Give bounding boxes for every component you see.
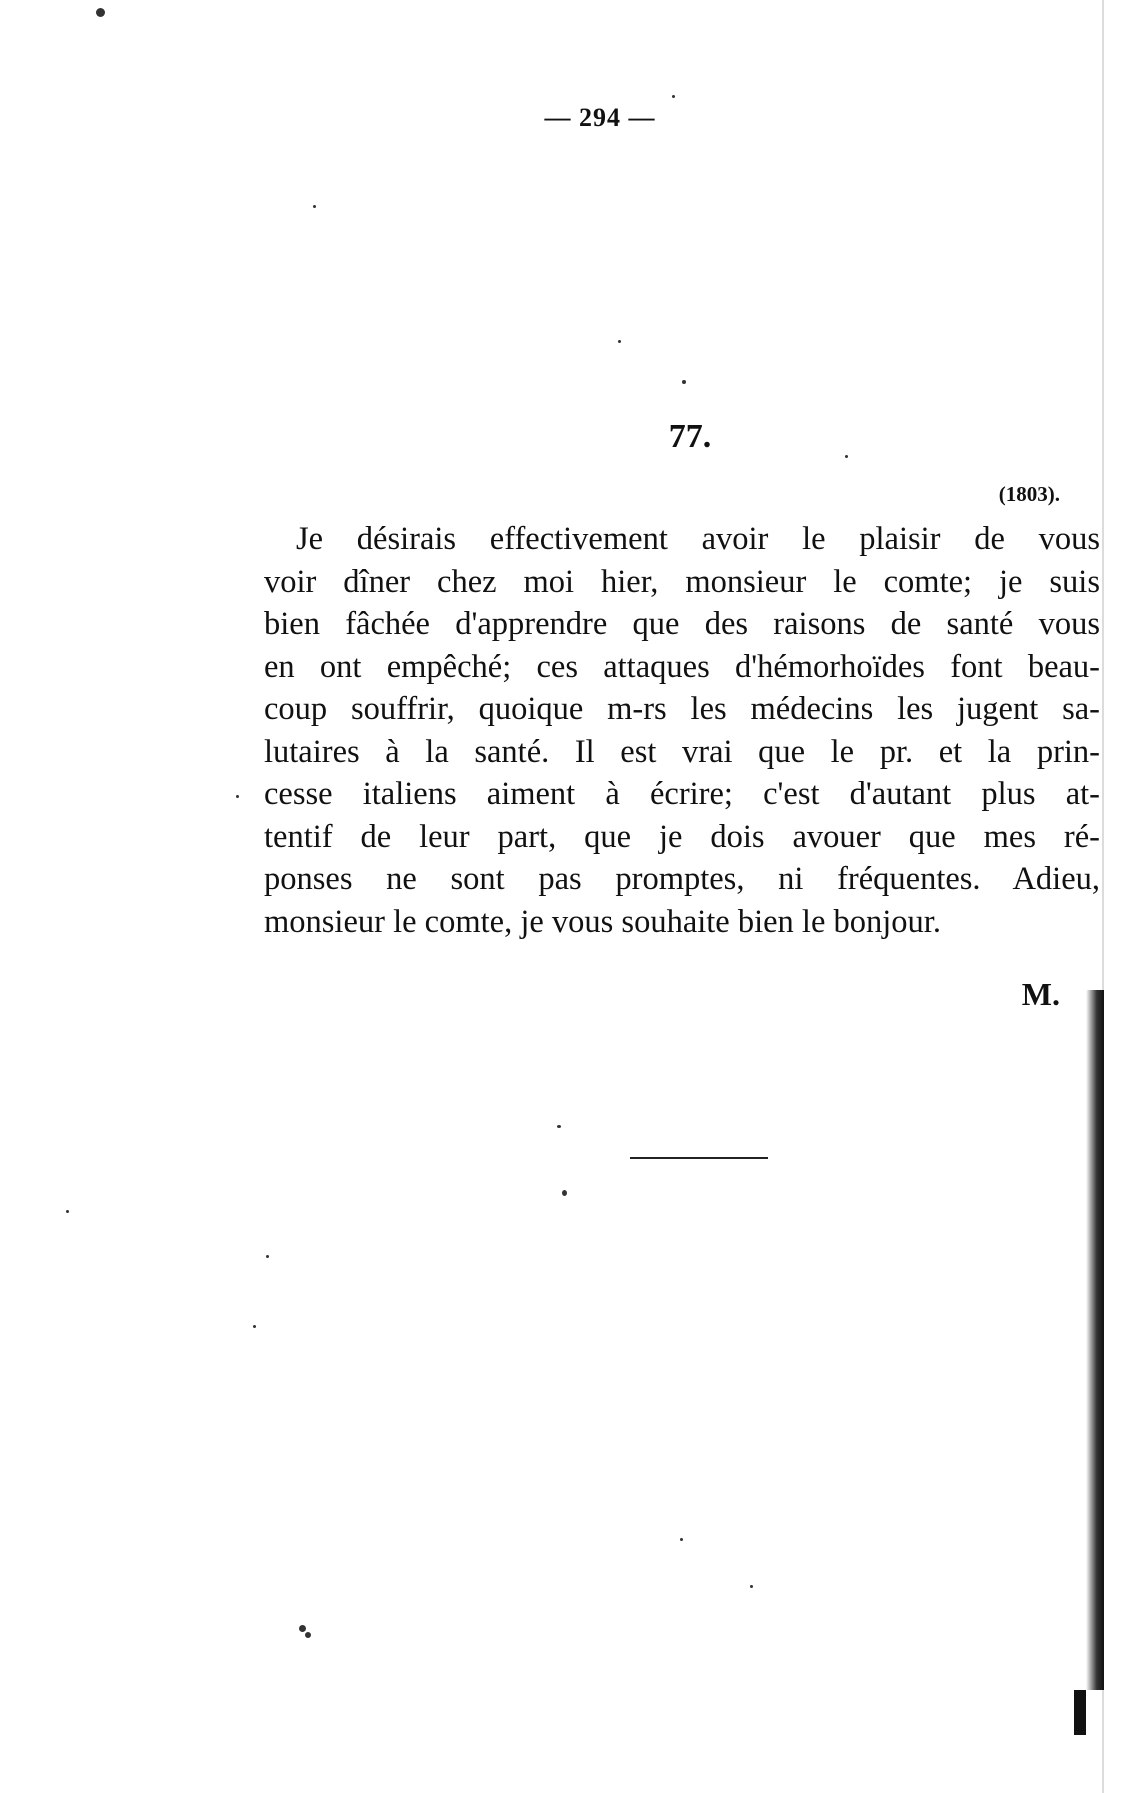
ink-speck: [305, 1632, 311, 1638]
closing-rule: [630, 1157, 768, 1159]
ink-speck: [562, 1190, 567, 1196]
ink-speck: [66, 1210, 69, 1213]
ink-speck: [96, 8, 105, 17]
letter-body: [264, 518, 1100, 943]
letter-date: (1803).: [998, 482, 1060, 506]
letter-line: bien fâchée d'apprendre que des raisons de santé vous: [264, 606, 1100, 642]
ink-speck: [266, 1255, 269, 1258]
ink-speck: [313, 205, 316, 208]
ink-speck: [253, 1325, 256, 1328]
binding-edge-foot: [1074, 1690, 1086, 1735]
ink-speck: [557, 1125, 561, 1128]
ink-speck: [750, 1585, 753, 1588]
letter-line: coup souffrir, quoique m-rs les médecins les jugent sa-: [264, 691, 1100, 727]
ink-speck: [682, 380, 686, 384]
letter-line: voir dîner chez moi hier, monsieur le comte; je suis: [264, 563, 1100, 600]
letter-line: lutaires à la santé. Il est vrai que le pr. et la prin-: [264, 733, 1100, 770]
letter-line: ponses ne sont pas promptes, ni fréquentes. Adieu,: [264, 861, 1100, 897]
letter-line: tentif de leur part, que je dois avouer que mes ré-: [264, 818, 1100, 855]
page-number: — 294 —: [544, 103, 656, 132]
ink-speck: [680, 1538, 683, 1541]
letter-line: monsieur le comte, je vous souhaite bien le bonjour.: [264, 903, 941, 940]
letter-line: en ont empêché; ces attaques d'hémorhoïdes font beau-: [264, 648, 1100, 685]
ink-speck: [845, 455, 848, 458]
ink-speck: [672, 95, 675, 98]
letter-line: cesse italiens aiment à écrire; c'est d'autant plus at-: [264, 776, 1100, 812]
ink-speck: [236, 795, 239, 798]
letter-line: Je désirais effectivement avoir le plaisir de vous: [296, 521, 1100, 557]
ink-speck: [618, 340, 621, 343]
letter-number: 77.: [668, 418, 712, 455]
ink-speck: [299, 1625, 306, 1632]
binding-edge-shadow: [1086, 990, 1104, 1690]
signature: M.: [1021, 976, 1060, 1012]
